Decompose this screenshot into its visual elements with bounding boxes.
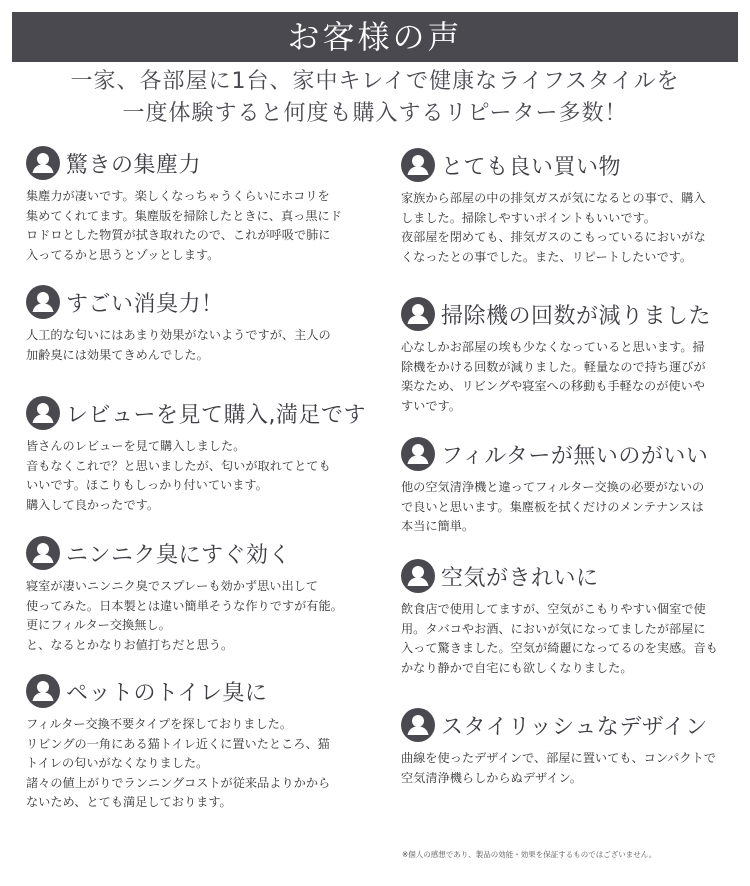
review-line: 音もなくこれで？と思いましたが、匂いが取れてとても bbox=[26, 458, 331, 473]
review-card bbox=[26, 535, 366, 655]
review-line: 皆さんのレビューを見て購入しました。 bbox=[26, 439, 246, 453]
review-header bbox=[26, 145, 366, 181]
review-line: と、なるとかなりお値打ちだと思う。 bbox=[26, 637, 234, 652]
review-header bbox=[401, 296, 741, 332]
user-avatar-icon bbox=[401, 297, 435, 331]
user-avatar-icon bbox=[26, 674, 60, 708]
user-avatar-icon bbox=[401, 708, 435, 742]
review-line: いいです。ほこりもしっかり付いています。 bbox=[26, 478, 268, 492]
review-body bbox=[26, 437, 366, 515]
review-line: 寝室が凄いニンニク臭でスプレーも効かず思い出して bbox=[26, 579, 319, 593]
user-avatar-icon bbox=[26, 396, 60, 430]
review-line: で良いと思います。集塵板を拭くだけのメンテナンスは bbox=[401, 499, 704, 514]
review-body bbox=[401, 189, 741, 267]
review-line: 人工的な匂いにはあまり効果がないようですが、主人の bbox=[26, 328, 331, 342]
review-card bbox=[401, 558, 741, 678]
header-banner bbox=[12, 12, 738, 62]
review-header bbox=[26, 395, 366, 431]
review-header bbox=[401, 147, 741, 183]
review-header bbox=[26, 673, 366, 709]
review-line: 加齢臭には効果てきめんでした。 bbox=[26, 347, 209, 362]
review-line: ロドロとした物質が拭き取れたので、これが呼吸で肺に bbox=[26, 228, 331, 242]
review-body bbox=[26, 326, 366, 365]
review-line: 集めてくれてます。集塵版を掃除したときに、真っ黒にド bbox=[26, 208, 342, 223]
review-card bbox=[26, 284, 366, 365]
review-line: リビングの一角にある猫トイレ近くに置いたところ、猫 bbox=[26, 736, 330, 751]
disclaimer-note: ※個人の感想であり、製品の効能・効果を保証するものではございません。 bbox=[402, 850, 657, 859]
review-line: フィルター交換不要タイプを探しておりました。 bbox=[26, 717, 293, 731]
review-header bbox=[26, 535, 366, 571]
review-header bbox=[401, 707, 741, 743]
review-line: 購入して良かったです。 bbox=[26, 497, 160, 512]
user-avatar-icon bbox=[401, 148, 435, 182]
review-line: 入って驚きました。空気が綺麗になってるのを実感。音も bbox=[401, 641, 718, 655]
review-card bbox=[401, 436, 741, 537]
review-line: 家族から部屋の中の排気ガスが気になるとの事で、購入 bbox=[401, 191, 706, 205]
review-body bbox=[401, 338, 741, 416]
review-body bbox=[401, 478, 741, 537]
review-line: 除機をかける回数が減りました。軽量なので持ち運びが bbox=[401, 359, 706, 374]
review-line: 飲食店で使用してますが、空気がこもりやすい個室で使 bbox=[401, 602, 706, 616]
review-line: 入ってるかと思うとゾッとします。 bbox=[26, 247, 220, 262]
review-line: 本当に簡単。 bbox=[401, 519, 475, 533]
review-line: 曲線を使ったデザインで、部屋に置いても、コンパクトで bbox=[401, 751, 716, 765]
review-title: 驚きの集塵力 bbox=[66, 152, 202, 178]
review-title: 空気がきれいに bbox=[441, 565, 599, 591]
review-line: 楽なため、リビングや寝室への移動も手軽なのが使いや bbox=[401, 379, 705, 393]
review-line: かなり静かで自宅にも欲しくなりました。 bbox=[401, 660, 633, 675]
review-card bbox=[401, 296, 741, 416]
review-card bbox=[401, 707, 741, 788]
review-header bbox=[401, 436, 741, 472]
review-title: ペットのトイレ臭に bbox=[66, 680, 268, 706]
review-line: 諸々の値上がりでランニングコストが従来品よりかから bbox=[26, 775, 331, 790]
review-card bbox=[26, 395, 366, 515]
review-card bbox=[401, 147, 741, 267]
review-title: 掃除機の回数が減りました bbox=[441, 303, 712, 329]
review-body bbox=[26, 715, 366, 813]
review-line: 用。タバコやお酒、においが気になってましたが部屋に bbox=[401, 621, 706, 636]
review-header bbox=[401, 558, 741, 594]
intro-text bbox=[0, 66, 750, 130]
review-body bbox=[401, 749, 741, 788]
review-title: とても良い買い物 bbox=[441, 154, 622, 180]
review-title: フィルターが無いのがいい bbox=[441, 443, 709, 469]
review-body bbox=[401, 600, 741, 678]
review-line: 他の空気清浄機と違ってフィルター交換の必要がないの bbox=[401, 480, 705, 494]
review-line: ないため、とても満足しております。 bbox=[26, 795, 232, 809]
review-title: すごい消臭力！ bbox=[66, 291, 224, 317]
review-line: 使ってみた。日本製とは違い簡単そうな作りですが有能。 bbox=[26, 598, 343, 613]
user-avatar-icon bbox=[26, 285, 60, 319]
review-body bbox=[26, 577, 366, 655]
review-line: 夜部屋を閉めても、排気ガスのこもっているにおいがな bbox=[401, 230, 706, 244]
review-line: くなったとの事でした。また、リピートしたいです。 bbox=[401, 249, 693, 264]
review-body bbox=[26, 187, 366, 265]
review-header bbox=[26, 284, 366, 320]
intro-line: 一家、各部屋に1台、家中キレイで健康なライフスタイルを bbox=[70, 69, 680, 94]
review-line: トイレの匂いがなくなりました。 bbox=[26, 756, 209, 770]
review-card bbox=[26, 673, 366, 813]
user-avatar-icon bbox=[26, 146, 60, 180]
page-title: お客様の声 bbox=[287, 18, 463, 56]
review-line: しました。掃除しやすいポイントもいいです。 bbox=[401, 210, 656, 225]
review-line: 空気清浄機らしからぬデザイン。 bbox=[401, 770, 582, 785]
review-title: レビューを見て購入,満足です bbox=[66, 402, 366, 428]
intro-line: 一度体験すると何度も購入するリピーター多数！ bbox=[122, 101, 628, 126]
review-line: すいです。 bbox=[401, 398, 461, 413]
review-card bbox=[26, 145, 366, 265]
review-title: スタイリッシュなデザイン bbox=[441, 714, 708, 740]
review-line: 集塵力が凄いです。楽しくなっちゃうくらいにホコリを bbox=[26, 189, 330, 203]
review-line: 心なしかお部屋の埃も少なくなっていると思います。掃 bbox=[401, 340, 705, 354]
user-avatar-icon bbox=[401, 437, 435, 471]
review-title: ニンニク臭にすぐ効く bbox=[66, 542, 292, 568]
user-avatar-icon bbox=[26, 536, 60, 570]
review-line: 更にフィルター交換無し。 bbox=[26, 618, 171, 632]
user-avatar-icon bbox=[401, 559, 435, 593]
